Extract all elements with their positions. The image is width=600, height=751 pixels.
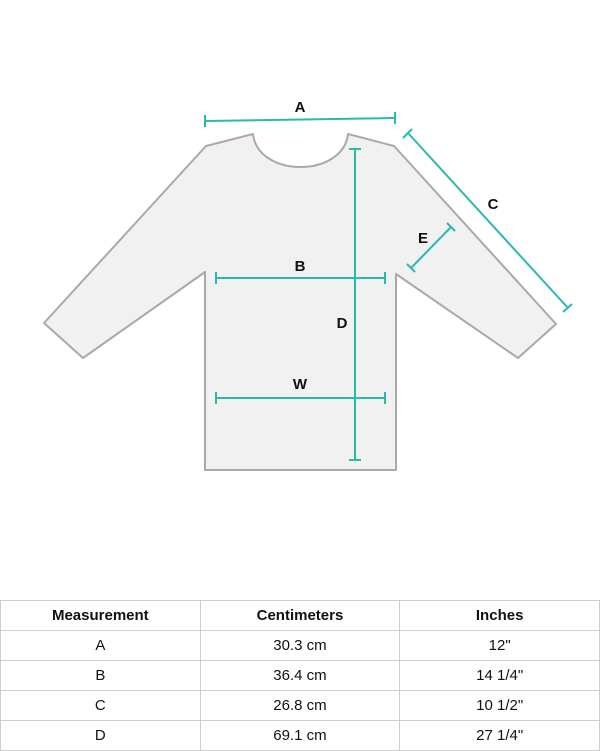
header-centimeters: Centimeters: [200, 601, 400, 631]
table-header-row: [1, 601, 600, 631]
cell-inches: 27 1/4": [400, 721, 600, 751]
cell-inches: 14 1/4": [400, 661, 600, 691]
table-row: [1, 661, 600, 691]
cell-centimeters: 26.8 cm: [200, 691, 400, 721]
size-chart-table: [0, 600, 600, 751]
table-row: [1, 691, 600, 721]
cell-centimeters: 69.1 cm: [200, 721, 400, 751]
cell-inches: 12": [400, 631, 600, 661]
sweater-outline: [44, 134, 556, 470]
cell-measurement: D: [1, 721, 201, 751]
label-a: A: [294, 99, 306, 116]
label-b: B: [294, 258, 306, 275]
label-d: D: [336, 315, 348, 332]
cell-measurement: B: [1, 661, 201, 691]
table-row: [1, 721, 600, 751]
header-inches: Inches: [400, 601, 600, 631]
label-e: E: [417, 230, 429, 247]
cell-centimeters: 36.4 cm: [200, 661, 400, 691]
cell-measurement: C: [1, 691, 201, 721]
label-w: W: [292, 376, 308, 393]
cell-measurement: A: [1, 631, 201, 661]
cell-centimeters: 30.3 cm: [200, 631, 400, 661]
cell-inches: 10 1/2": [400, 691, 600, 721]
header-measurement: Measurement: [1, 601, 201, 631]
table-row: [1, 631, 600, 661]
label-c: C: [487, 196, 499, 213]
